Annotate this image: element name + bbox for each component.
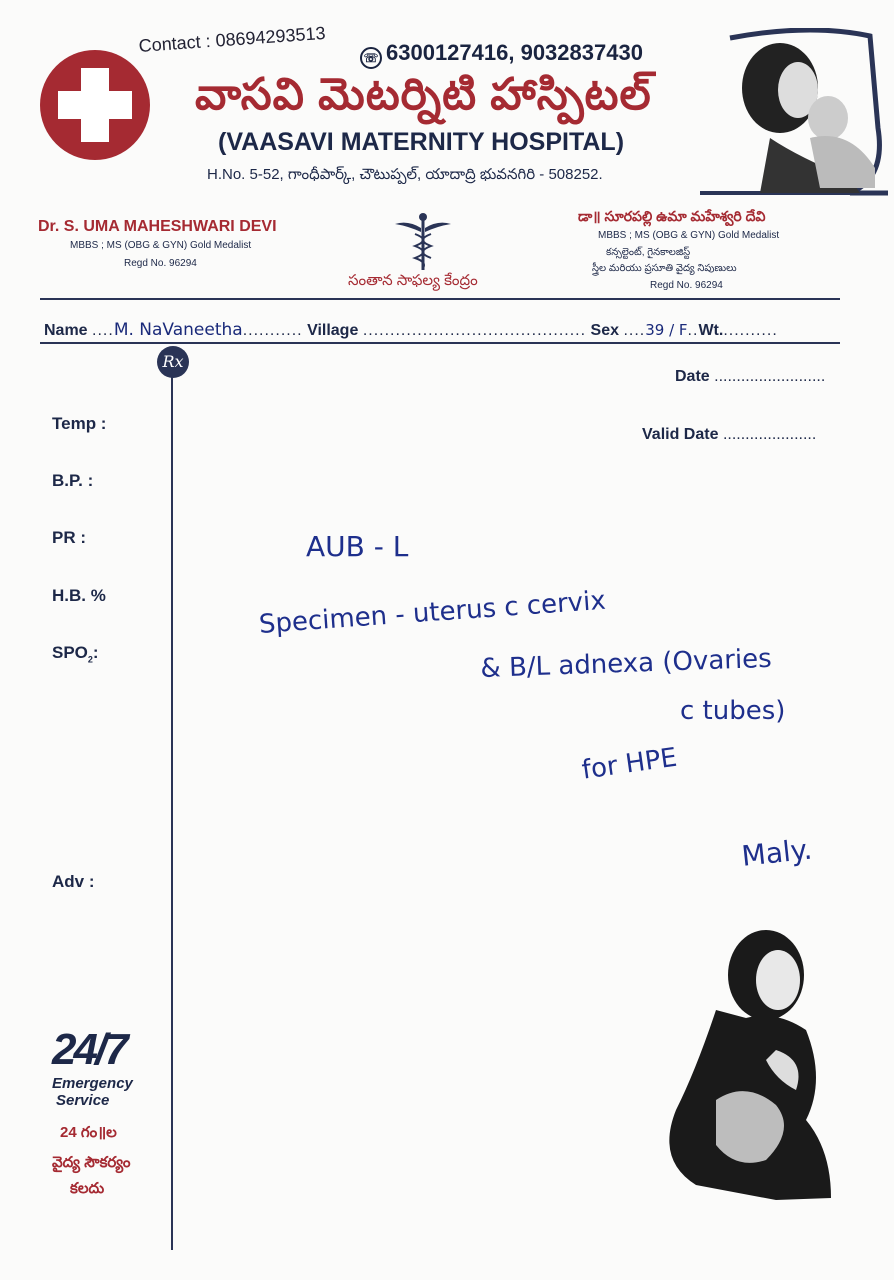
hospital-name-telugu: వాసవి మెటర్నిటి హాస్పిటల్ — [195, 70, 652, 119]
patient-info-row: Name ....M. NaVaneetha........... Village ......................................... Sex ....39 / F..Wt........... — [44, 320, 778, 340]
note-specimen: Specimen - uterus c cervix — [258, 585, 607, 640]
badge-247: 24/7 — [52, 1025, 126, 1074]
phone-icon: ☏ — [360, 47, 382, 69]
hb-label: H.B. % — [52, 586, 106, 605]
hospital-name-english: (VAASAVI MATERNITY HOSPITAL) — [218, 128, 625, 156]
caduceus-icon — [393, 212, 453, 272]
doctor-title-consultant: కన్సల్టెంట్, గైనకాలజిస్ట్ — [606, 247, 691, 258]
header-divider — [40, 298, 840, 300]
doctor-signature: Maly. — [740, 832, 814, 873]
note-tubes: c tubes) — [680, 696, 786, 726]
doctor-qualification-telugu-side: MBBS ; MS (OBG & GYN) Gold Medalist — [598, 230, 780, 241]
pregnant-woman-illustration — [656, 930, 836, 1200]
mother-child-photo — [700, 28, 890, 196]
spo2-label: $SPO_2$: — [52, 643, 99, 665]
valid-date-field[interactable]: Valid Date ..................... — [642, 426, 817, 443]
doctor-regd-english: Regd No. 96294 — [124, 258, 197, 269]
temp-label: Temp : — [52, 414, 107, 433]
badge-telugu-hours: 24 గం॥ల — [60, 1124, 117, 1141]
emergency-badge — [52, 1025, 152, 1109]
village-label: Village — [307, 322, 359, 339]
contact-number: Contact : 08694293513 — [138, 22, 327, 56]
bp-label: B.P. : — [52, 471, 94, 490]
doctor-title-specialist: స్త్రీల మరియు ప్రసూతి వైద్య నిపుణులు — [592, 263, 737, 274]
note-hpe: for HPE — [580, 742, 679, 786]
doctor-name-english: Dr. S. UMA MAHESHWARI DEVI — [38, 218, 277, 235]
doctor-name-telugu: డా॥ సూరపల్లి ఉమా మహేశ్వరి దేవి — [578, 208, 766, 224]
doctor-regd-telugu-side: Regd No. 96294 — [650, 280, 723, 291]
phone-numbers: ☏ 6300127416, 9032837430 — [360, 40, 643, 69]
fertility-center-tagline: సంతాన సాఫల్య కేంద్రం — [348, 272, 478, 289]
date-field[interactable]: Date ......................... — [675, 368, 826, 385]
badge-service: Service — [56, 1092, 110, 1109]
hospital-address: H.No. 5-52, గాంధీపార్క్, చౌటుప్పల్, యాదాద్రి భువనగిరి - 508252. — [207, 166, 603, 183]
patient-name-value[interactable]: M. NaVaneetha — [113, 320, 243, 340]
sex-value[interactable]: 39 / F — [645, 321, 688, 339]
note-adnexa: & B/L adnexa (Ovaries — [480, 643, 773, 684]
patient-row-divider — [40, 342, 840, 344]
doctor-qualification-english: MBBS ; MS (OBG & GYN) Gold Medalist — [70, 240, 252, 251]
pr-label: PR : — [52, 528, 86, 547]
adv-label: Adv : — [52, 872, 95, 891]
wt-label: Wt. — [698, 322, 724, 339]
note-diagnosis: AUB - L — [306, 530, 409, 563]
name-label: Name — [44, 322, 88, 339]
rx-symbol: Rx — [157, 346, 189, 378]
badge-emergency: Emergency — [52, 1075, 133, 1092]
badge-telugu-available: కలదు — [70, 1180, 105, 1197]
red-cross-logo — [40, 50, 150, 160]
vitals-column-divider — [171, 368, 173, 1250]
sex-label: Sex — [590, 322, 619, 339]
badge-telugu-facility: వైద్య సౌకర్యం — [52, 1154, 131, 1171]
